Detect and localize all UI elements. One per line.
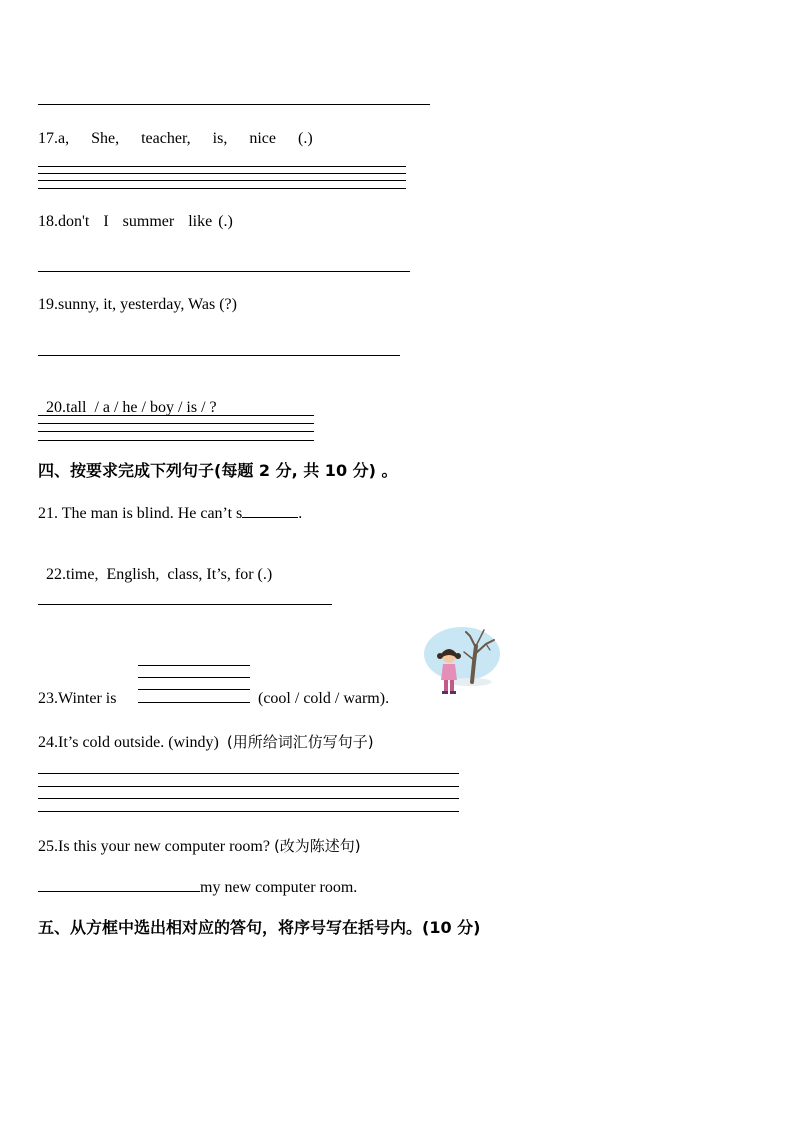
fill-blank[interactable] bbox=[242, 503, 298, 518]
answer-tail: my new computer room. bbox=[200, 879, 358, 896]
question-number: 20. bbox=[46, 399, 66, 416]
question-number: 24. bbox=[38, 734, 58, 751]
writing-line[interactable] bbox=[38, 798, 459, 799]
question-19 bbox=[38, 295, 237, 315]
question-18 bbox=[38, 212, 233, 232]
question-24 bbox=[38, 732, 374, 753]
question-number: 21 bbox=[38, 505, 54, 522]
writing-line[interactable] bbox=[38, 773, 459, 774]
sky-background bbox=[424, 627, 500, 681]
word: summer bbox=[122, 213, 175, 230]
question-23-start bbox=[38, 689, 116, 709]
question-17 bbox=[38, 129, 313, 149]
question-text: tall / a / he / boy / is / ? bbox=[66, 399, 217, 416]
question-text: . The man is blind. He can’t s bbox=[54, 505, 243, 522]
writing-line[interactable] bbox=[38, 166, 406, 167]
word: a, bbox=[58, 130, 70, 147]
section-5-heading: 五、从方框中选出相对应的答句，将序号写在括号内。(10 分) bbox=[38, 918, 481, 937]
word: She, bbox=[91, 130, 120, 147]
fill-blank[interactable] bbox=[38, 877, 200, 892]
instruction: (用所给词汇仿写句子) bbox=[226, 733, 374, 751]
punctuation-hint: (.) bbox=[297, 130, 313, 147]
punctuation-hint: (.) bbox=[218, 213, 233, 230]
word: is, bbox=[212, 130, 228, 147]
answer-line-q19[interactable] bbox=[38, 355, 400, 356]
question-text: Winter is bbox=[58, 690, 117, 707]
writing-line[interactable] bbox=[138, 689, 250, 690]
writing-line[interactable] bbox=[138, 665, 250, 666]
word: like bbox=[188, 213, 213, 230]
question-25-answer bbox=[38, 877, 357, 898]
answer-line-q22[interactable] bbox=[38, 604, 332, 605]
question-text: sunny, it, yesterday, Was (?) bbox=[58, 296, 237, 313]
section-4-heading: 四、按要求完成下列句子(每题 2 分, 共 10 分) 。 bbox=[38, 461, 398, 480]
question-number: 25. bbox=[38, 838, 58, 855]
answer-line-q18[interactable] bbox=[38, 271, 410, 272]
word: don't bbox=[58, 213, 90, 230]
word: teacher, bbox=[141, 130, 191, 147]
writing-line[interactable] bbox=[38, 415, 314, 416]
question-text: It’s cold outside. (windy) bbox=[58, 734, 219, 751]
question-number: 19. bbox=[38, 296, 58, 313]
answer-line-q16[interactable] bbox=[38, 104, 430, 105]
writing-line[interactable] bbox=[138, 677, 250, 678]
question-text: time, English, class, It’s, for (.) bbox=[66, 566, 273, 583]
writing-line[interactable] bbox=[38, 423, 314, 424]
question-21 bbox=[38, 503, 302, 524]
writing-line[interactable] bbox=[38, 786, 459, 787]
question-text: Is this your new computer room? bbox=[58, 838, 270, 855]
question-23-options: (cool / cold / warm). bbox=[258, 690, 390, 707]
girl-winter-tree-illustration bbox=[420, 626, 500, 698]
instruction: (改为陈述句) bbox=[273, 837, 361, 855]
writing-line[interactable] bbox=[38, 173, 406, 174]
question-number: 18. bbox=[38, 213, 58, 230]
question-20 bbox=[38, 378, 217, 418]
question-number: 22. bbox=[46, 566, 66, 583]
writing-line[interactable] bbox=[138, 702, 250, 703]
writing-line[interactable] bbox=[38, 811, 459, 812]
question-number: 23. bbox=[38, 690, 58, 707]
writing-line[interactable] bbox=[38, 180, 406, 181]
writing-line[interactable] bbox=[38, 440, 314, 441]
punctuation: . bbox=[298, 505, 303, 522]
word: nice bbox=[249, 130, 276, 147]
writing-line[interactable] bbox=[38, 188, 406, 189]
question-22 bbox=[38, 545, 272, 585]
writing-line[interactable] bbox=[38, 431, 314, 432]
question-number: 17. bbox=[38, 130, 58, 147]
question-25 bbox=[38, 836, 361, 857]
word: I bbox=[103, 213, 109, 230]
